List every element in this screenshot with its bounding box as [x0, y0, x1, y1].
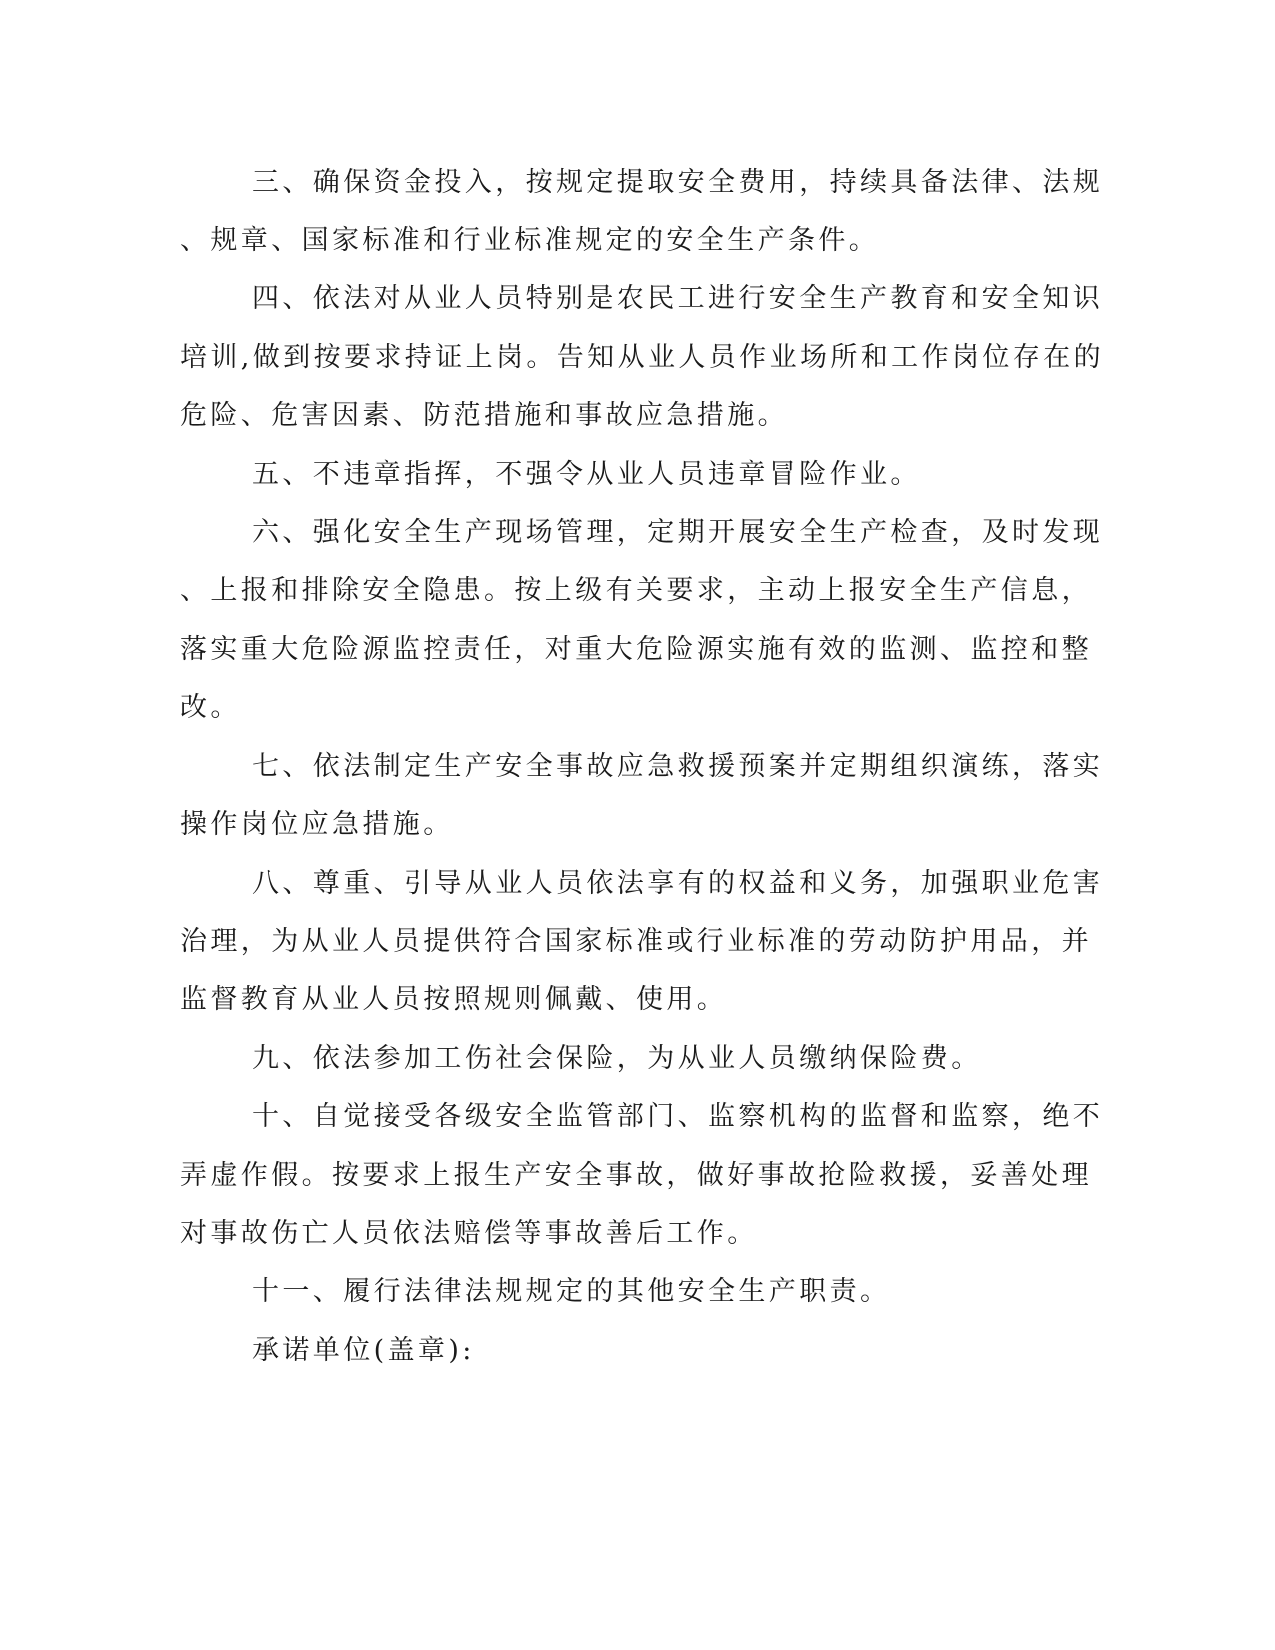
item-7-line-1: 七、依法制定生产安全事故应急救援预案并定期组织演练，落实: [252, 751, 1104, 782]
item-8-line-1: 八、尊重、引导从业人员依法享有的权益和义务，加强职业危害: [252, 868, 1104, 899]
item-10-line-2: 弄虚作假。按要求上报生产安全事故，做好事故抢险救援，妥善处理: [180, 1160, 1092, 1191]
item-4-line-3: 危险、危害因素、防范措施和事故应急措施。: [180, 400, 788, 431]
item-5-line-1: 五、不违章指挥，不强令从业人员违章冒险作业。: [252, 459, 921, 490]
item-6-line-4: 改。: [180, 692, 241, 723]
item-6-line-3: 落实重大危险源监控责任，对重大危险源实施有效的监测、监控和整: [180, 634, 1092, 665]
item-4-line-2: 培训,做到按要求持证上岗。告知从业人员作业场所和工作岗位存在的: [180, 342, 1104, 373]
item-4-line-1: 四、依法对从业人员特别是农民工进行安全生产教育和安全知识: [252, 283, 1104, 314]
item-8-line-2: 治理，为从业人员提供符合国家标准或行业标准的劳动防护用品，并: [180, 926, 1092, 957]
item-10-line-1: 十、自觉接受各级安全监管部门、监察机构的监督和监察，绝不: [252, 1101, 1104, 1132]
item-9-line-1: 九、依法参加工伤社会保险，为从业人员缴纳保险费。: [252, 1043, 982, 1074]
item-3-line-2: 、规章、国家标准和行业标准规定的安全生产条件。: [180, 225, 880, 256]
item-7-line-2: 操作岗位应急措施。: [180, 809, 454, 840]
item-10-line-3: 对事故伤亡人员依法赔偿等事故善后工作。: [180, 1218, 758, 1249]
item-6-line-2: 、上报和排除安全隐患。按上级有关要求，主动上报安全生产信息，: [180, 575, 1092, 606]
item-3-line-1: 三、确保资金投入，按规定提取安全费用，持续具备法律、法规: [252, 167, 1104, 198]
item-8-line-3: 监督教育从业人员按照规则佩戴、使用。: [180, 984, 728, 1015]
item-6-line-1: 六、强化安全生产现场管理，定期开展安全生产检查，及时发现: [252, 517, 1104, 548]
item-11-line-1: 十一、履行法律法规规定的其他安全生产职责。: [252, 1276, 891, 1307]
signature-unit-label: 承诺单位(盖章):: [252, 1335, 475, 1366]
